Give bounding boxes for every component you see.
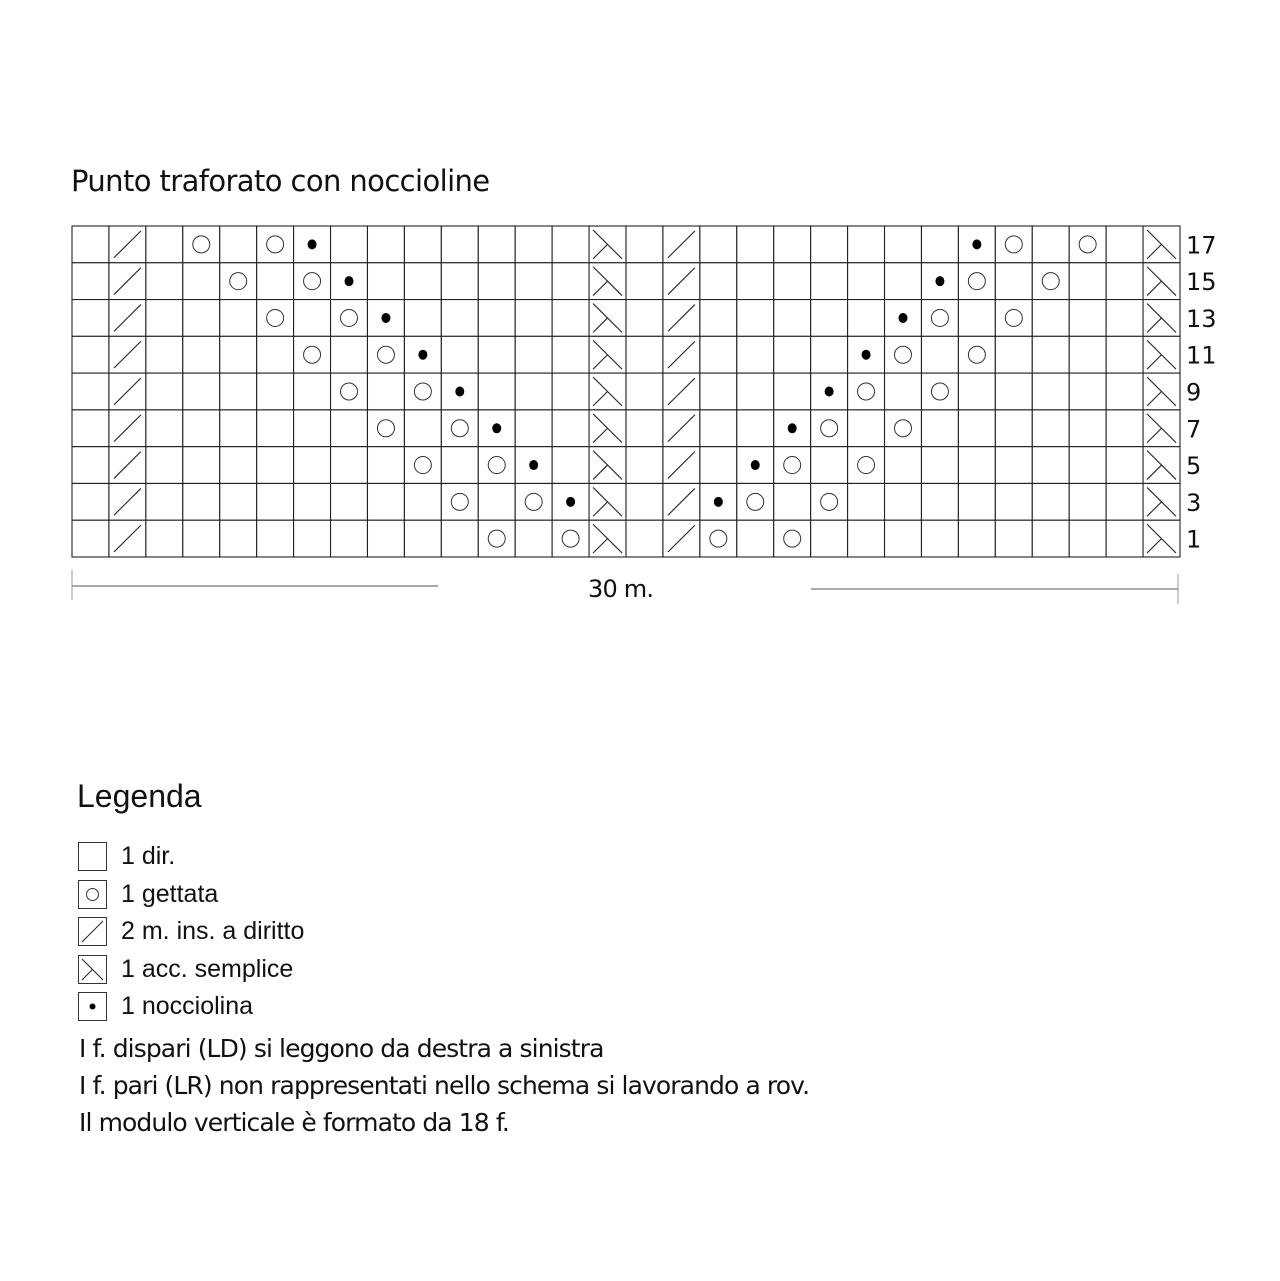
- chart-cell: [404, 410, 441, 447]
- chart-cell: [146, 483, 183, 520]
- legend-label: 1 nocciolina: [121, 992, 254, 1021]
- chart-cell: [441, 483, 478, 520]
- chart-cell: [1106, 447, 1143, 484]
- chart-cell: [995, 336, 1032, 373]
- chart-cell: [774, 263, 811, 300]
- chart-cell: [626, 483, 663, 520]
- chart-cell: [515, 520, 552, 557]
- chart-cell: [774, 520, 811, 557]
- chart-cell: [257, 226, 294, 263]
- row-number: 5: [1186, 452, 1202, 481]
- chart-cell: [183, 373, 220, 410]
- chart-cell: [885, 410, 922, 447]
- chart-cell: [72, 410, 109, 447]
- chart-cell: [478, 373, 515, 410]
- chart-cell: [700, 300, 737, 337]
- row-number: 11: [1186, 341, 1217, 370]
- chart-cell: [1032, 373, 1069, 410]
- chart-cell: [257, 373, 294, 410]
- chart-cell: [811, 483, 848, 520]
- chart-cell: [700, 263, 737, 300]
- chart-cell: [737, 263, 774, 300]
- chart-cell: [552, 263, 589, 300]
- chart-cell: [700, 373, 737, 410]
- chart-cell: [441, 226, 478, 263]
- chart-cell: [331, 226, 368, 263]
- chart-cell: [626, 263, 663, 300]
- chart-cell: [257, 520, 294, 557]
- chart-cell: [958, 300, 995, 337]
- chart-cell: [404, 447, 441, 484]
- chart-cell: [958, 483, 995, 520]
- chart-cell: [404, 373, 441, 410]
- chart-cell: [811, 300, 848, 337]
- chart-cell: [552, 410, 589, 447]
- chart-cell: [441, 263, 478, 300]
- chart-cell: [1106, 483, 1143, 520]
- chart-cell: [1106, 410, 1143, 447]
- legend-label: 1 gettata: [121, 879, 219, 908]
- row-number: 7: [1186, 415, 1202, 444]
- chart-cell: [1032, 263, 1069, 300]
- chart-cell: [1069, 483, 1106, 520]
- chart-cell: [515, 410, 552, 447]
- chart-cell: [183, 300, 220, 337]
- chart-cell: [367, 263, 404, 300]
- chart-cell: [737, 410, 774, 447]
- chart-cell: [1106, 263, 1143, 300]
- chart-cell: [183, 410, 220, 447]
- chart-cell: [552, 300, 589, 337]
- chart-cell: [146, 447, 183, 484]
- chart-cell: [552, 373, 589, 410]
- chart-cell: [626, 226, 663, 263]
- chart-cell: [700, 520, 737, 557]
- chart-cell: [921, 410, 958, 447]
- chart-cell: [404, 483, 441, 520]
- row-number: 13: [1186, 304, 1217, 333]
- chart-cell: [72, 447, 109, 484]
- chart-cell: [885, 483, 922, 520]
- legend-label: 2 m. ins. a diritto: [121, 917, 305, 946]
- chart-cell: [72, 226, 109, 263]
- chart-cell: [146, 336, 183, 373]
- bobble-symbol: [972, 239, 981, 249]
- bobble-symbol: [529, 460, 538, 470]
- chart-cell: [478, 263, 515, 300]
- chart-cell: [1069, 410, 1106, 447]
- chart-cell: [441, 520, 478, 557]
- chart-cell: [220, 263, 257, 300]
- chart-cell: [737, 336, 774, 373]
- chart-title: Punto traforato con noccioline: [71, 164, 490, 198]
- chart-cell: [404, 300, 441, 337]
- chart-cell: [626, 300, 663, 337]
- chart-cell: [294, 373, 331, 410]
- legend-label: 1 dir.: [121, 842, 176, 871]
- bobble-symbol: [381, 313, 390, 323]
- bobble-symbol-icon: [78, 992, 107, 1021]
- chart-cell: [848, 483, 885, 520]
- chart-cell: [294, 336, 331, 373]
- chart-cell: [146, 520, 183, 557]
- chart-cell: [811, 263, 848, 300]
- legend-title: Legenda: [77, 778, 202, 814]
- chart-cell: [626, 336, 663, 373]
- chart-cell: [1106, 300, 1143, 337]
- k2tog-symbol-icon: [78, 917, 107, 946]
- chart-cell: [626, 447, 663, 484]
- chart-cell: [1032, 226, 1069, 263]
- chart-cell: [331, 483, 368, 520]
- chart-cell: [367, 373, 404, 410]
- chart-cell: [72, 373, 109, 410]
- chart-cell: [367, 447, 404, 484]
- knitting-chart: [0, 0, 1280, 640]
- chart-cell: [183, 336, 220, 373]
- chart-cell: [478, 520, 515, 557]
- chart-cell: [1032, 447, 1069, 484]
- chart-cell: [958, 373, 995, 410]
- chart-cell: [441, 336, 478, 373]
- chart-cell: [958, 263, 995, 300]
- chart-cell: [331, 336, 368, 373]
- chart-cell: [1069, 300, 1106, 337]
- bobble-symbol: [825, 387, 834, 397]
- chart-cell: [885, 226, 922, 263]
- chart-cell: [958, 447, 995, 484]
- chart-cell: [478, 447, 515, 484]
- chart-cell: [774, 336, 811, 373]
- chart-cell: [404, 520, 441, 557]
- chart-cell: [1069, 520, 1106, 557]
- chart-cell: [958, 336, 995, 373]
- chart-cell: [146, 300, 183, 337]
- chart-cell: [848, 410, 885, 447]
- chart-cell: [1032, 336, 1069, 373]
- chart-cell: [1032, 483, 1069, 520]
- bobble-symbol: [714, 497, 723, 507]
- chart-cell: [848, 226, 885, 263]
- chart-cell: [146, 226, 183, 263]
- chart-cell: [257, 263, 294, 300]
- chart-cell: [1069, 447, 1106, 484]
- chart-cell: [515, 226, 552, 263]
- width-label: 30 m.: [588, 575, 654, 603]
- chart-cell: [257, 483, 294, 520]
- chart-cell: [257, 447, 294, 484]
- bobble-symbol: [345, 276, 354, 286]
- chart-cell: [331, 447, 368, 484]
- chart-cell: [478, 300, 515, 337]
- bobble-symbol: [455, 387, 464, 397]
- chart-cell: [811, 226, 848, 263]
- chart-cell: [774, 447, 811, 484]
- legend-item-yo: [78, 876, 304, 914]
- chart-cell: [626, 520, 663, 557]
- yarn-over-symbol-icon: [78, 880, 107, 909]
- chart-cell: [220, 447, 257, 484]
- chart-cell: [552, 447, 589, 484]
- legend-item-skp: [78, 951, 304, 989]
- chart-cell: [774, 483, 811, 520]
- chart-cell: [515, 300, 552, 337]
- chart-cell: [146, 373, 183, 410]
- chart-cell: [885, 336, 922, 373]
- chart-cell: [1106, 336, 1143, 373]
- bobble-symbol: [308, 239, 317, 249]
- chart-cell: [811, 410, 848, 447]
- chart-cell: [220, 410, 257, 447]
- chart-cell: [331, 373, 368, 410]
- chart-cell: [1069, 226, 1106, 263]
- chart-cell: [294, 300, 331, 337]
- bobble-symbol: [862, 350, 871, 360]
- chart-cell: [626, 373, 663, 410]
- chart-cell: [220, 226, 257, 263]
- chart-cell: [294, 410, 331, 447]
- chart-cell: [72, 520, 109, 557]
- chart-cell: [183, 447, 220, 484]
- chart-cell: [183, 226, 220, 263]
- chart-cell: [995, 520, 1032, 557]
- chart-cell: [995, 263, 1032, 300]
- chart-cell: [331, 410, 368, 447]
- chart-cell: [700, 410, 737, 447]
- chart-cell: [995, 373, 1032, 410]
- chart-cell: [72, 300, 109, 337]
- chart-cell: [774, 226, 811, 263]
- chart-cell: [257, 300, 294, 337]
- chart-cell: [885, 520, 922, 557]
- chart-cell: [1032, 410, 1069, 447]
- chart-cell: [515, 373, 552, 410]
- chart-cell: [404, 263, 441, 300]
- chart-cell: [515, 263, 552, 300]
- chart-cell: [183, 520, 220, 557]
- chart-cell: [921, 520, 958, 557]
- chart-cell: [848, 263, 885, 300]
- chart-cell: [72, 483, 109, 520]
- chart-cell: [552, 336, 589, 373]
- chart-cell: [478, 483, 515, 520]
- chart-cell: [515, 336, 552, 373]
- chart-cell: [848, 447, 885, 484]
- chart-cell: [72, 263, 109, 300]
- chart-cell: [220, 336, 257, 373]
- chart-cell: [811, 336, 848, 373]
- chart-cell: [1106, 520, 1143, 557]
- chart-cell: [552, 520, 589, 557]
- chart-cell: [737, 300, 774, 337]
- chart-cell: [367, 483, 404, 520]
- chart-cell: [515, 483, 552, 520]
- notes: [79, 1030, 809, 1141]
- chart-cell: [72, 336, 109, 373]
- chart-cell: [737, 483, 774, 520]
- chart-cell: [626, 410, 663, 447]
- chart-cell: [220, 483, 257, 520]
- chart-cell: [958, 520, 995, 557]
- chart-cell: [146, 410, 183, 447]
- chart-cell: [848, 373, 885, 410]
- bobble-symbol: [935, 276, 944, 286]
- chart-cell: [774, 373, 811, 410]
- chart-cell: [700, 226, 737, 263]
- chart-cell: [1106, 373, 1143, 410]
- bobble-symbol: [418, 350, 427, 360]
- note-line: I f. dispari (LD) si leggono da destra a sinistra: [79, 1034, 604, 1063]
- chart-cell: [331, 300, 368, 337]
- chart-cell: [737, 520, 774, 557]
- chart-cell: [885, 373, 922, 410]
- chart-cell: [737, 226, 774, 263]
- chart-cell: [404, 226, 441, 263]
- chart-cell: [737, 373, 774, 410]
- chart-cell: [995, 447, 1032, 484]
- chart-cell: [367, 336, 404, 373]
- row-number: 1: [1186, 525, 1202, 554]
- skp-symbol-icon: [78, 955, 107, 984]
- chart-cell: [921, 336, 958, 373]
- row-number: 15: [1186, 268, 1217, 297]
- chart-cell: [1032, 300, 1069, 337]
- chart-cell: [848, 300, 885, 337]
- legend: [78, 838, 304, 1026]
- bobble-symbol: [899, 313, 908, 323]
- chart-cell: [257, 410, 294, 447]
- chart-cell: [478, 226, 515, 263]
- bobble-symbol: [566, 497, 575, 507]
- chart-cell: [294, 520, 331, 557]
- chart-cell: [1069, 263, 1106, 300]
- chart-cell: [811, 447, 848, 484]
- chart-cell: [921, 226, 958, 263]
- legend-item-bobble: [78, 988, 304, 1026]
- chart-cell: [774, 300, 811, 337]
- chart-cell: [294, 483, 331, 520]
- chart-cell: [220, 373, 257, 410]
- chart-cell: [995, 300, 1032, 337]
- chart-cell: [1069, 373, 1106, 410]
- chart-cell: [921, 300, 958, 337]
- bobble-symbol: [751, 460, 760, 470]
- chart-cell: [367, 226, 404, 263]
- chart-cell: [995, 226, 1032, 263]
- chart-cell: [1069, 336, 1106, 373]
- chart-cell: [367, 520, 404, 557]
- chart-cell: [921, 373, 958, 410]
- chart-cell: [848, 520, 885, 557]
- chart-cell: [441, 300, 478, 337]
- note-line: I f. pari (LR) non rappresentati nello schema si lavorando a rov.: [79, 1071, 810, 1100]
- chart-cell: [441, 447, 478, 484]
- chart-cell: [921, 447, 958, 484]
- legend-label: 1 acc. semplice: [121, 954, 294, 983]
- row-number: 3: [1186, 488, 1202, 517]
- legend-item-k: [78, 838, 304, 876]
- chart-cell: [478, 336, 515, 373]
- chart-cell: [995, 410, 1032, 447]
- chart-cell: [921, 483, 958, 520]
- chart-cell: [958, 410, 995, 447]
- chart-cell: [1106, 226, 1143, 263]
- chart-cell: [294, 447, 331, 484]
- knit-symbol-icon: [78, 842, 107, 871]
- chart-cell: [220, 520, 257, 557]
- row-number: 9: [1186, 378, 1202, 407]
- chart-cell: [367, 410, 404, 447]
- bobble-symbol: [788, 423, 797, 433]
- chart-cell: [294, 263, 331, 300]
- chart-cell: [220, 300, 257, 337]
- legend-item-k2tog: [78, 913, 304, 951]
- chart-cell: [885, 263, 922, 300]
- chart-cell: [146, 263, 183, 300]
- bobble-symbol: [492, 423, 501, 433]
- chart-cell: [995, 483, 1032, 520]
- note-line: Il modulo verticale è formato da 18 f.: [79, 1108, 509, 1137]
- chart-cell: [183, 483, 220, 520]
- chart-cell: [700, 447, 737, 484]
- chart-cell: [257, 336, 294, 373]
- chart-cell: [183, 263, 220, 300]
- row-number: 17: [1186, 231, 1217, 260]
- chart-cell: [331, 520, 368, 557]
- chart-cell: [811, 520, 848, 557]
- chart-cell: [441, 410, 478, 447]
- chart-cell: [552, 226, 589, 263]
- chart-cell: [700, 336, 737, 373]
- chart-cell: [1032, 520, 1069, 557]
- chart-cell: [885, 447, 922, 484]
